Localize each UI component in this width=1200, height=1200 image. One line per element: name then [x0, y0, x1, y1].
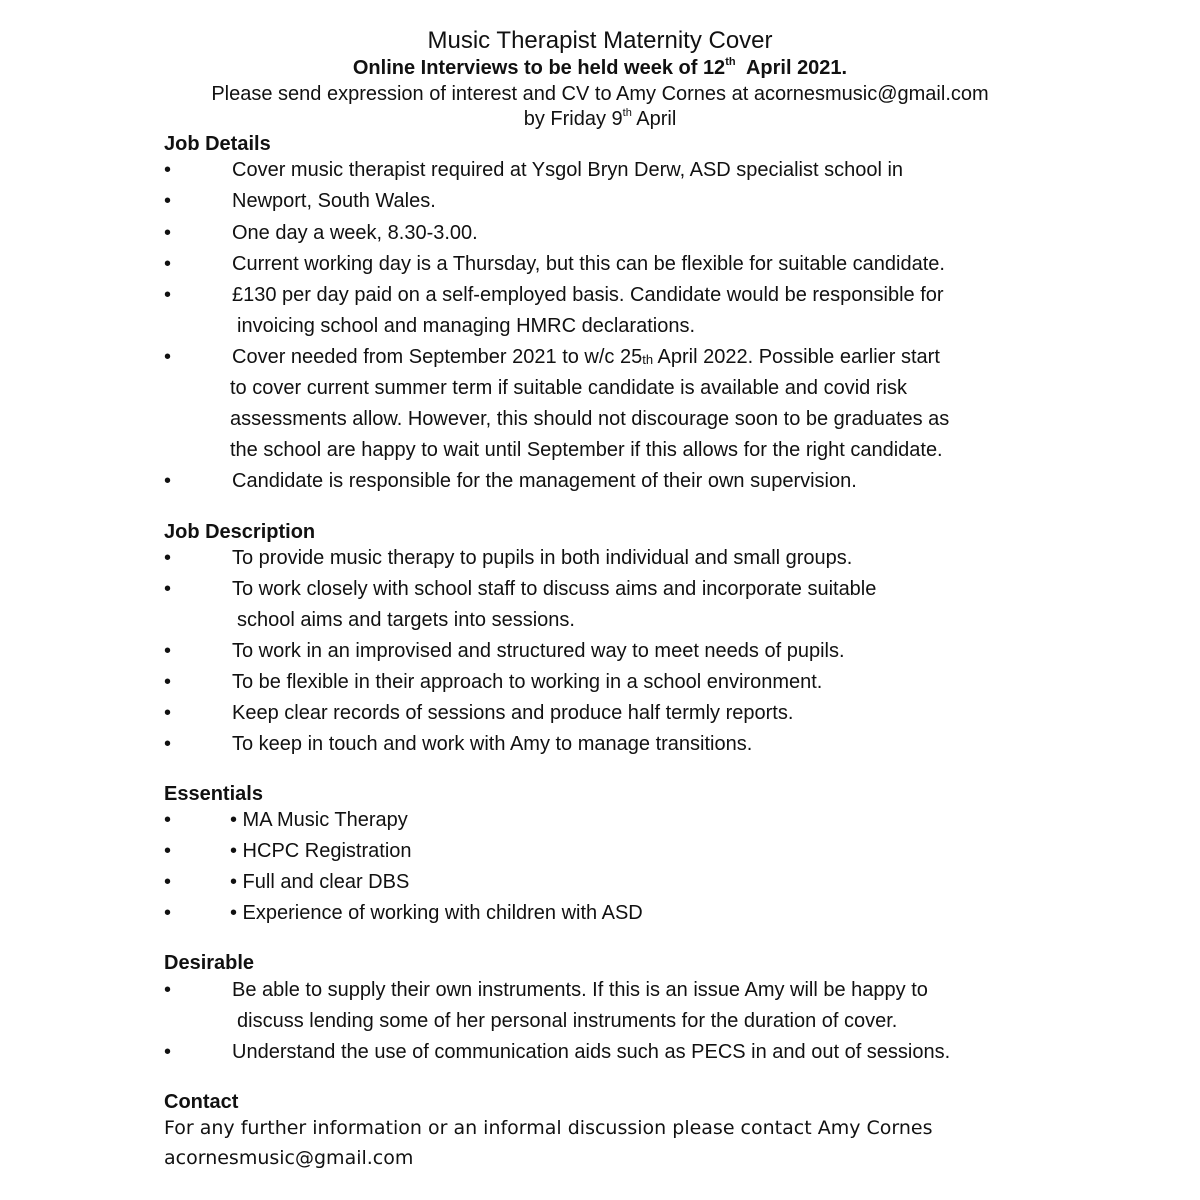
bullet: •: [164, 547, 172, 569]
interview-notice: [0, 57, 1200, 80]
bullet: •: [164, 222, 172, 244]
bullet: •: [164, 902, 172, 924]
section-heading-desirable: Desirable: [164, 952, 255, 974]
list-item-text: To keep in touch and work with Amy to manage transitions.: [232, 733, 753, 755]
list-item-text: To work in an improvised and structured way to meet needs of pupils.: [232, 640, 845, 662]
bullet: •: [164, 190, 172, 212]
list-item-continuation: assessments allow. However, this should not discourage soon to be graduates as: [230, 408, 950, 430]
cover-dates-text: Cover needed from September 2021 to w/c 25: [232, 346, 643, 368]
section-heading-contact: Contact: [164, 1091, 239, 1113]
list-item-continuation: the school are happy to wait until September if this allows for the right candidate.: [230, 439, 943, 461]
document-title: Music Therapist Maternity Cover: [427, 27, 773, 54]
bullet: •: [164, 671, 172, 693]
list-item-continuation: school aims and targets into sessions.: [237, 609, 575, 631]
section-heading-job-description: Job Description: [164, 521, 316, 543]
list-item-text: Be able to supply their own instruments. If this is an issue Amy will be happy to: [232, 979, 928, 1001]
list-item-text: Newport, South Wales.: [232, 190, 436, 212]
bullet: •: [164, 871, 172, 893]
list-item-text: Current working day is a Thursday, but this can be flexible for suitable candidate.: [232, 253, 945, 275]
list-item-text: [232, 346, 940, 369]
bullet: •: [164, 253, 172, 275]
list-item-text: Candidate is responsible for the management of their own supervision.: [232, 470, 857, 492]
contact-email: [164, 1147, 413, 1169]
bullet: •: [164, 809, 172, 831]
list-item-text: To work closely with school staff to discuss aims and incorporate suitable: [232, 578, 877, 600]
list-item-text: To be flexible in their approach to working in a school environment.: [232, 671, 823, 693]
contact-text: For any further information or an informal discussion please contact Amy Cornes: [164, 1117, 933, 1139]
list-item-text: • Full and clear DBS: [230, 871, 410, 893]
list-item-text: One day a week, 8.30-3.00.: [232, 222, 478, 244]
cover-dates-text-end: April 2022. Possible earlier start: [653, 346, 940, 368]
list-item-text: • Experience of working with children with ASD: [230, 902, 643, 924]
interview-notice-date: April 2021.: [735, 57, 848, 79]
application-instructions: Please send expression of interest and CV to Amy Cornes at acornesmusic@gmail.com: [211, 83, 989, 105]
ordinal-suffix: th: [725, 56, 736, 68]
section-heading-job-details: Job Details: [164, 133, 271, 155]
bullet: •: [164, 346, 172, 368]
bullet: •: [164, 284, 172, 306]
ordinal-suffix: th: [622, 107, 632, 119]
bullet: •: [164, 733, 172, 755]
list-item-text: Understand the use of communication aids such as PECS in and out of sessions.: [232, 1041, 951, 1063]
list-item-text: • HCPC Registration: [230, 840, 412, 862]
bullet: •: [164, 702, 172, 724]
bullet: •: [164, 640, 172, 662]
list-item-text: Keep clear records of sessions and produce half termly reports.: [232, 702, 794, 724]
interview-notice-text: Online Interviews to be held week of 12: [352, 57, 726, 79]
deadline-month: April: [631, 108, 677, 130]
list-item-text: • MA Music Therapy: [230, 809, 408, 831]
ordinal-suffix: th: [642, 352, 654, 367]
list-item-text: To provide music therapy to pupils in both individual and small groups.: [232, 547, 853, 569]
list-item-text: Cover music therapist required at Ysgol Bryn Derw, ASD specialist school in: [232, 159, 904, 181]
bullet: •: [164, 840, 172, 862]
list-item-continuation: to cover current summer term if suitable candidate is available and covid risk: [230, 377, 907, 399]
section-heading-essentials: Essentials: [164, 783, 263, 805]
contact-email-link[interactable]: acornesmusic@gmail.com: [164, 1147, 414, 1169]
bullet: •: [164, 578, 172, 600]
list-item-continuation: discuss lending some of her personal instruments for the duration of cover.: [237, 1010, 898, 1032]
bullet: •: [164, 159, 172, 181]
list-item-continuation: invoicing school and managing HMRC declarations.: [237, 315, 696, 337]
bullet: •: [164, 1041, 172, 1063]
list-item-text: £130 per day paid on a self-employed basis. Candidate would be responsible for: [232, 284, 944, 306]
deadline-text: by Friday 9: [523, 108, 623, 130]
bullet: •: [164, 470, 172, 492]
application-deadline: [0, 108, 1200, 131]
bullet: •: [164, 979, 172, 1001]
